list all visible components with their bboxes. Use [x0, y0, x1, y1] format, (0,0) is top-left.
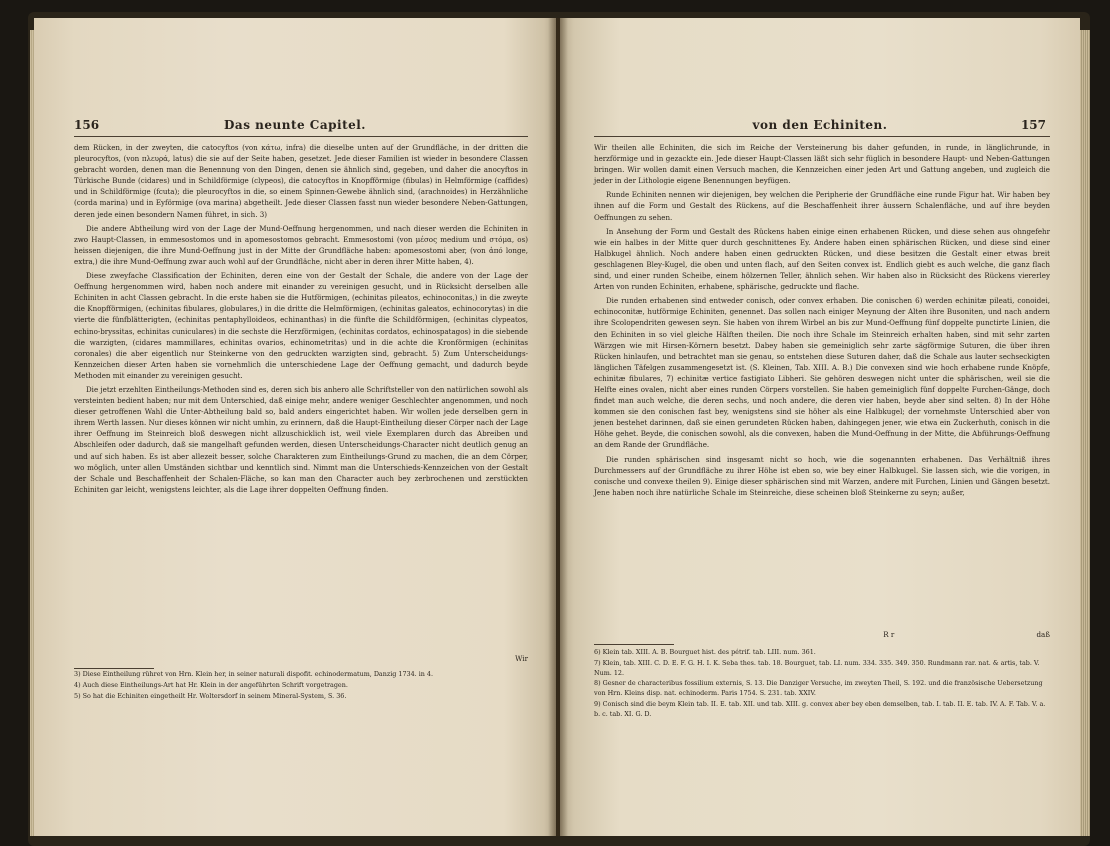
footnote: 9) Conisch sind die beym Klein tab. II. E. tab. XII. und tab. XIII. g. convex aber bey eben demselben, tab. I. tab. II. E. tab. IV. A. F. Tab. V. a. b. c. tab. XI. G. D. — [594, 699, 1046, 718]
left-footnote-rule — [74, 668, 154, 669]
footnote: 5) So hat die Echiniten eingetheilt Hr. Woltersdorf in seinem Mineral-System, S. 36. — [74, 691, 347, 700]
right-footnotes — [594, 648, 1050, 721]
left-head-rule — [74, 136, 528, 137]
paragraph: dem Rücken, in der zweyten, die catocyftos (von κάτω, infra) die dieselbe unten auf der Grundfläche, in der dritten die pleurocyftos, (von πλευρά, latus) die sie auf der Seite haben, gesetzet. Jede dieser Familien ist wieder in besondere Classen gebracht worden, denen man die Benennung von den Dingen, denen sie ähnlich sind, gegeben, und daher die anocyftos in Türkische Bunde (cidares) und in Schildförmige (clypeos), die catocyftos in Knopfförmige (fibulas) in Helmförmige (caffides) und in Schildförmige (fcuta); die pleurocyftos in die, so einem Spinnen-Gewebe ähnlich sind, (arachnoides) in Herzähnliche (corda marina) und in Eyförmige (ova marina) abgetheilt. Jede dieser Classen fasst nun wieder besondere Neben-Gattungen, deren jede einen besondern Namen führet, in sich. 3) — [74, 143, 528, 219]
footnote: 7) Klein, tab. XIII. C. D. E. F. G. H. I. K. Seba thes. tab. 18. Bourguet, tab. LI. num. 334. 335. 349. 350. Rundmann rar. nat. & artis, tab. V. Num. 12. — [594, 658, 1040, 677]
catchword-text: daß — [1036, 630, 1050, 639]
left-running-head: Das neunte Capitel. — [224, 118, 366, 132]
right-catchword — [883, 630, 1050, 639]
left-page-number: 156 — [74, 118, 100, 132]
paragraph: In Ansehung der Form und Gestalt des Rückens haben einige einen erhabenen Rücken, und diese sehen aus ohngefehr wie ein halbes in der Mitte quer durch geschnittenes Ey. Andere haben einen sphärischen Rücken, und diese sind einer Halbkugel ähnlich. Noch andere haben einen gedruckten Rücken, und diese besitzen die Gestalt einer etwas breit geschlagenen Bley-Kugel, die oben und unten flach, auf den Seiten convex ist. Endlich giebt es auch welche, die ganz flach sind, und einer runden Scheibe, einem hölzernen Teller, ähnlich sehen. Wir haben also in Rücksicht des Rückens viererley Arten von runden Echiniten, erhabene, sphärische, gedruckte und flache. — [594, 226, 1050, 292]
paragraph: Runde Echiniten nennen wir diejenigen, bey welchen die Peripherie der Grundfläche eine runde Figur hat. Wir haben bey ihnen auf die Form und Gestalt des Rückens, auf die Beschaffenheit ihrer äussern Schalenfläche, und auf ihre beyden Oeffnungen zu sehen. — [594, 190, 1050, 222]
paragraph: Die runden sphärischen sind insgesamt nicht so hoch, wie die sogenannten erhabenen. Das Verhältniß ihres Durchmessers auf der Grundfläche zu ihrer Höhe ist eben so, wie bey einer Halbkugel. Sie lassen sich, wie die vorigen, in conische und convexe theilen 9). Einige dieser sphärischen sind mit Warzen, andere mit Furchen, Linien und Gängen besetzt. Jene haben noch ihre natürliche Schale im Steinreiche, diese scheinen bloß Steinkerne zu seyn; außer, — [594, 454, 1050, 497]
footnote: 4) Auch diese Eintheilungs-Art hat Hr. Klein in der angeführten Schrift vorgetragen. — [74, 680, 348, 689]
footnote: 8) Gesner de characteribus fossilium externis, S. 13. Die Danziger Versuche, im zweyten Theil, S. 192. und die französische Uebersetzung von Hrn. Kleins disp. nat. echinoderm. Paris 1754. S. 231. tab. XXIV. — [594, 679, 1043, 698]
right-head-rule — [594, 136, 1050, 137]
left-catchword: Wir — [515, 654, 528, 663]
book-gutter — [548, 18, 568, 836]
right-page — [560, 18, 1080, 836]
footnote: 6) Klein tab. XIII. A. B. Bourguet hist. des pétrif. tab. LIII. num. 361. — [594, 648, 816, 656]
left-page — [34, 18, 556, 836]
right-body-text — [594, 142, 1050, 501]
footnote: 3) Diese Eintheilung rühret von Hrn. Klein her, in seiner naturali dispofit. echinodermatum, Danzig 1734. in 4. — [74, 670, 434, 678]
paragraph: Die runden erhabenen sind entweder conisch, oder convex erhaben. Die conischen 6) werden echinitæ pileati, conoidei, echinoconitæ, hutförmige Echiniten, genennet. Das sollen nach einiger Meynung der Alten ihre Busoniten, und nach andern ihre Scolopendriten gewesen seyn. Sie haben von ihrem Wirbel an bis zur Mund-Oeffnung fünf doppelte punctirte Linien, die den Echiniten in so viel gleiche Hälften theilen. Die noch ihre Schale im Steinreich erhalten haben, sind mit sehr zarten Wärzgen wie mit Hirsen-Körnern besetzt. Dabey haben sie gemeiniglich sehr zarte sägförmige Suturen, die über ihren Rücken hinlaufen, und betrachtet man sie genau, so entstehen diese Suturen daher, daß die Schale aus lauter sechseckigten länglichen Täfelgen zusammengesetzt ist. (S. Kleinen, Tab. XIII. A. B.) Die convexen sind wie hoch erhabene runde Knöpfe, echinitæ fibulares, 7) echinitæ vertice fastigiato Libheri. Sie gehören deswegen nicht unter die sphärischen, weil sie die Helfte eines ovalen, nicht aber eines runden Cörpers vorstellen. Sie haben gemeiniglich fünf doppelte Furchen-Gänge, doch findet man auch welche, die deren sechs, und noch andere, die deren vier haben, beyde aber sind selten. 8) In der Höhe kommen sie den conischen fast bey, wenigstens sind sie höher als eine Halbkugel; der vornehmste Unterschied aber von jenen bestehet darinnen, daß sie einen gerundeten Rücken haben, dahingegen jener, wie etwa ein Zuckerhuth, conisch in die Höhe gehet. Beyde, die conischen sowohl, als die convexen, haben die Mund-Oeffnung in der Mitte, die Abführungs-Oeffnung an dem Rande der Grundfläche. — [594, 296, 1050, 450]
right-page-number: 157 — [1020, 118, 1046, 132]
right-footnote-rule — [594, 644, 674, 645]
paragraph: Wir theilen alle Echiniten, die sich im Reiche der Versteinerung bis daher gefunden, in runde, in länglichrunde, in herzförmige und in gezackte ein. Jede dieser Haupt-Classen läßt sich sehr füglich in besondere Haupt- und Neben-Gattungen bringen. Wir wollen damit einen Versuch machen, die Kennzeichen einer jeden Art und Gattung angeben, und zugleich die jeder in der Lithologie eigene Benennungen beyfügen. — [594, 143, 1050, 186]
signature-mark: R r — [883, 630, 895, 639]
left-body-text — [74, 142, 528, 498]
right-running-head: von den Echiniten. — [752, 118, 888, 132]
paragraph: Die jetzt erzehlten Eintheilungs-Methoden sind es, deren sich bis anhero alle Schriftsteller von den natürlichen sowohl als versteinten bedient haben; nur mit dem Unterschied, daß einige mehr, andere weniger Geschlechter angenommen, und noch dieser getroffenen Wahl die Unter-Abtheilung bald so, bald anders eingerichtet haben. Wir wollen jede derselben gern in ihrem Werth lassen. Nur dieses können wir nicht umhin, zu erinnern, daß die Haupt-Eintheilung dieser Cörper nach der Lage ihrer Oeffnung im Steinreich bloß deswegen nicht allzuschicklich ist, weil viele Exemplaren durch das Abreiben und Abschleifen oder dadurch, daß sie mangelhaft gefunden werden, diesen Unterscheidungs-Character nicht deutlich genug an und auf sich haben. Es ist aber allezeit besser, solche Charakteren zum Eintheilungs-Grund zu machen, die an dem Cörper, wo möglich, unter allen Umständen sichtbar und kenntlich sind. Nimmt man die Unterschieds-Kennzeichen von der Gestalt der Schale und Beschaffenheit der Schalen-Fläche, so kan man den Character auch bey zerbrochenen und zerstückten Echiniten gar leicht, wenigstens leichter, als die Lage ihrer doppelten Oeffnung finden. — [74, 384, 528, 494]
left-footnotes — [74, 670, 528, 702]
paragraph: Die andere Abtheilung wird von der Lage der Mund-Oeffnung hergenommen, und nach dieser werden die Echiniten in zwo Haupt-Classen, in emmesostomos und in apomesostomos gebracht. Emmesostomi (von μέσος medium und στόμα, os) heissen diejenigen, die ihre Mund-Oeffnung just in der Mitte der Grundfläche haben: apomesostomi aber, (von ἀπό longe, extra,) die ihre Mund-Oeffnung zwar auch wohl auf der Grundfläche, nicht aber in deren ihrer Mitte haben, 4). — [74, 223, 528, 266]
paragraph: Diese zweyfache Classification der Echiniten, deren eine von der Gestalt der Schale, die andere von der Lage der Oeffnung hergenommen wird, haben noch andere mit einander zu vereinigen gesucht, und in Rücksicht derselben alle Echiniten in acht Classen gebracht. In die erste haben sie die Hutförmigen, (echinitas pileatos, echinoconitas,) in die zweyte die Knopfförmigen, (echinitas fibulares, globulares,) in die dritte die Helmförmigen, (echinitas galeatos, echinocorytas) in die vierte die fünfblätterigten, (echinitas pentaphylloideos, echinanthas) in die fünfte die Schildförmigen, (echinitas clypeatos, echino-bryssitas, echinitas cuniculares) in die sechste die Herzförmigen, (echinitas cordatos, echinospatagos) in die siebende die warzigten, (cidares mammillares, echinitas ovarios, echinometritas) und in die achte die Kronförmigen (echinitas coronales) die aber eigentlich nur Steinkerne von den gedruckten warzigten sind, gebracht. 5) Zum Unterscheidungs-Kennzeichen dieser Arten haben sie vornehmlich die unterschiedene Lage der Oeffnung gemacht, und dadurch beyde Methoden mit einander zu vereinigen gesucht. — [74, 271, 528, 380]
